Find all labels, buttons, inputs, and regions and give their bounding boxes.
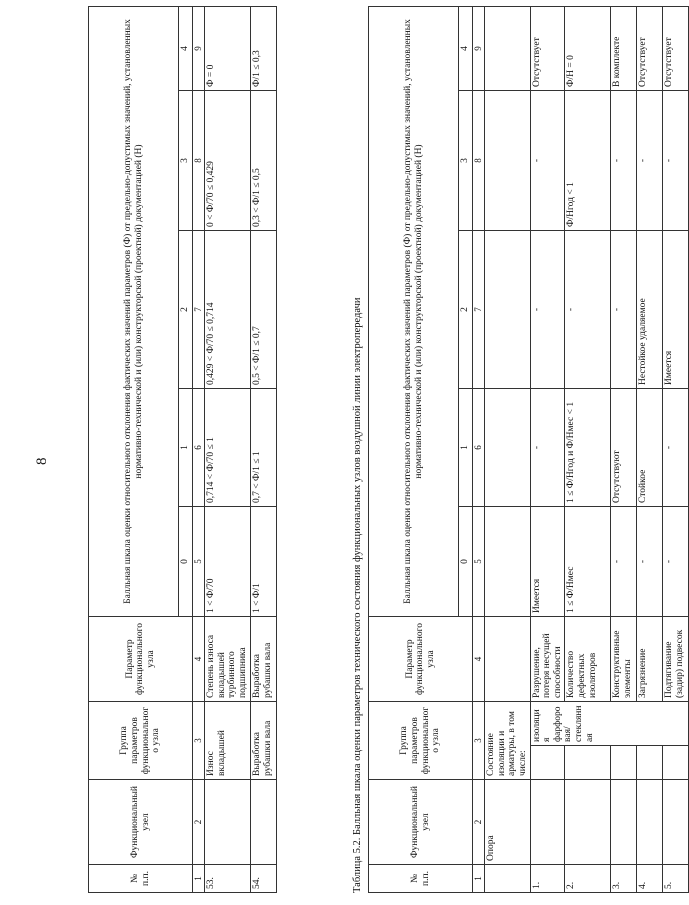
table-row bbox=[205, 7, 251, 893]
row-param: Выработка рубашки вала bbox=[251, 617, 277, 702]
table-row bbox=[251, 7, 277, 893]
row-num: 2. bbox=[565, 865, 611, 893]
score-4: 4 bbox=[179, 7, 193, 91]
col-number: 8 bbox=[193, 91, 205, 231]
page-number: 8 bbox=[34, 457, 50, 465]
row-num: 3. bbox=[611, 865, 637, 893]
col-number: 4 bbox=[473, 616, 485, 701]
col-number-row bbox=[473, 6, 485, 892]
score-2: 2 bbox=[179, 231, 193, 389]
col-number: 6 bbox=[473, 388, 485, 506]
row-score-2: 0,429 < Ф/70 ≤ 0,714 bbox=[205, 231, 251, 389]
row-score-1: 1 ≤ Ф/Нгод и Ф/Нмес < 1 bbox=[565, 388, 611, 506]
row-score-3: 0 < Ф/70 ≤ 0,429 bbox=[205, 91, 251, 231]
row-score-4: В комплекте bbox=[611, 6, 637, 90]
score-2: 2 bbox=[459, 230, 473, 388]
row-score-2: - bbox=[611, 230, 637, 388]
row-num: 54. bbox=[251, 865, 277, 893]
header-param: Параметр функционального узла bbox=[369, 616, 473, 701]
row-score-2: - bbox=[565, 230, 611, 388]
score-3: 3 bbox=[179, 91, 193, 231]
row-score-3: - bbox=[663, 90, 689, 230]
col-number: 8 bbox=[473, 90, 485, 230]
row-node bbox=[205, 780, 251, 865]
table-row bbox=[663, 6, 689, 892]
row-score-3: - bbox=[611, 90, 637, 230]
col-number: 6 bbox=[193, 389, 205, 507]
row-param: Загрязнение bbox=[637, 616, 663, 701]
row-score-4: Отсутствует bbox=[663, 6, 689, 90]
col-number: 7 bbox=[193, 231, 205, 389]
group-insulation: Состояние изоляции и арматуры, в том числе: bbox=[485, 701, 531, 779]
row-score-3: - bbox=[530, 90, 565, 230]
row-param: Количество дефектных изоляторов bbox=[565, 616, 611, 701]
row-score-4: Ф/1 ≤ 0,3 bbox=[251, 7, 277, 91]
row-score-3: - bbox=[637, 90, 663, 230]
row-score-0: 1 < Ф/1 bbox=[251, 507, 277, 617]
score-3: 3 bbox=[459, 90, 473, 230]
row-node bbox=[251, 780, 277, 865]
row-score-1: Отсутствуют bbox=[611, 388, 637, 506]
row-score-4: Ф/Н = 0 bbox=[565, 6, 611, 90]
row-score-3: Ф/Нгод < 1 bbox=[565, 90, 611, 230]
col-number: 5 bbox=[473, 506, 485, 616]
row-num: 4. bbox=[637, 865, 663, 893]
row-score-1: - bbox=[663, 388, 689, 506]
table-row bbox=[530, 6, 565, 892]
score-0: 0 bbox=[459, 506, 473, 616]
score-0: 0 bbox=[179, 507, 193, 617]
score-1: 1 bbox=[179, 389, 193, 507]
col-number-row bbox=[193, 7, 205, 893]
row-score-1: 0,7 < Ф/1 ≤ 1 bbox=[251, 389, 277, 507]
table-row bbox=[637, 6, 663, 892]
col-number: 3 bbox=[193, 702, 205, 780]
row-score-3: 0,3 < Ф/1 ≤ 0,5 bbox=[251, 91, 277, 231]
col-number: 2 bbox=[473, 780, 485, 865]
header-scale: Балльная шкала оценки относительного отклонения фактических значений параметров (Ф) от предельно-допустимых значений, установленных нормативно-технической и (или) конструкторской (проектной) документацией (Н) bbox=[89, 7, 179, 617]
table-top bbox=[88, 6, 277, 893]
col-number: 9 bbox=[193, 7, 205, 91]
header-scale: Балльная шкала оценки относительного отклонения фактических значений параметров (Ф) от предельно-допустимых значений, установленных нормативно-технической и (или) конструкторской (проектной) документацией (Н) bbox=[369, 6, 459, 616]
row-score-0: 1 < Ф/70 bbox=[205, 507, 251, 617]
group-faience: изоляция фарфоровая/стеклянная bbox=[530, 701, 689, 745]
table-row bbox=[565, 6, 611, 892]
row-score-0: 1 ≤ Ф/Нмес bbox=[565, 506, 611, 616]
col-number: 2 bbox=[193, 780, 205, 865]
col-number: 3 bbox=[473, 701, 485, 779]
col-number: 9 bbox=[473, 6, 485, 90]
row-score-4: Ф = 0 bbox=[205, 7, 251, 91]
row-num: 1. bbox=[530, 865, 565, 893]
col-number: 5 bbox=[193, 507, 205, 617]
row-score-0: Имеется bbox=[530, 506, 565, 616]
row-score-1: 0,714 < Ф/70 ≤ 1 bbox=[205, 389, 251, 507]
row-group: Износ вкладышей bbox=[205, 702, 251, 780]
row-score-1: - bbox=[530, 388, 565, 506]
row-param: Разрушение, потеря несущей способности bbox=[530, 616, 565, 701]
header-group: Группа параметров функционального узла bbox=[89, 702, 193, 780]
row-score-2: Нестойкое удаляемое bbox=[637, 230, 663, 388]
row-score-4: Отсутствует bbox=[530, 6, 565, 90]
row-group: Выработка рубашки вала bbox=[251, 702, 277, 780]
row-score-0: - bbox=[637, 506, 663, 616]
row-score-4: Отсутствует bbox=[637, 6, 663, 90]
row-score-0: - bbox=[611, 506, 637, 616]
col-number: 1 bbox=[193, 865, 205, 893]
header-num: № п.п. bbox=[89, 865, 193, 893]
row-score-0: - bbox=[663, 506, 689, 616]
row-score-2: - bbox=[530, 230, 565, 388]
row-param: Подтягивание (задир) подвесок bbox=[663, 616, 689, 701]
table-bottom bbox=[368, 6, 689, 893]
header-num: № п.п. bbox=[369, 865, 473, 893]
col-number: 1 bbox=[473, 865, 485, 893]
table-row bbox=[611, 6, 637, 892]
row-score-1: Стойкое bbox=[637, 388, 663, 506]
row-score-2: 0,5 < Ф/1 ≤ 0,7 bbox=[251, 231, 277, 389]
row-num: 53. bbox=[205, 865, 251, 893]
header-node: Функциональный узел bbox=[369, 780, 473, 865]
col-number: 4 bbox=[193, 617, 205, 702]
score-1: 1 bbox=[459, 388, 473, 506]
row-param: Степень износа вкладышей турбинного подшипника bbox=[205, 617, 251, 702]
node-opora: Опора bbox=[485, 780, 531, 865]
score-4: 4 bbox=[459, 6, 473, 90]
header-node: Функциональный узел bbox=[89, 780, 193, 865]
col-number: 7 bbox=[473, 230, 485, 388]
row-num: 5. bbox=[663, 865, 689, 893]
header-param: Параметр функционального узла bbox=[89, 617, 193, 702]
row-score-2: Имеется bbox=[663, 230, 689, 388]
table-caption: Таблица 5.2. Балльная шкала оценки параметров технического состояния функциональных узлов воздушной линии электропередачи bbox=[352, 297, 363, 893]
row-param: Конструктивные элементы bbox=[611, 616, 637, 701]
header-group: Группа параметров функционального узла bbox=[369, 701, 473, 779]
